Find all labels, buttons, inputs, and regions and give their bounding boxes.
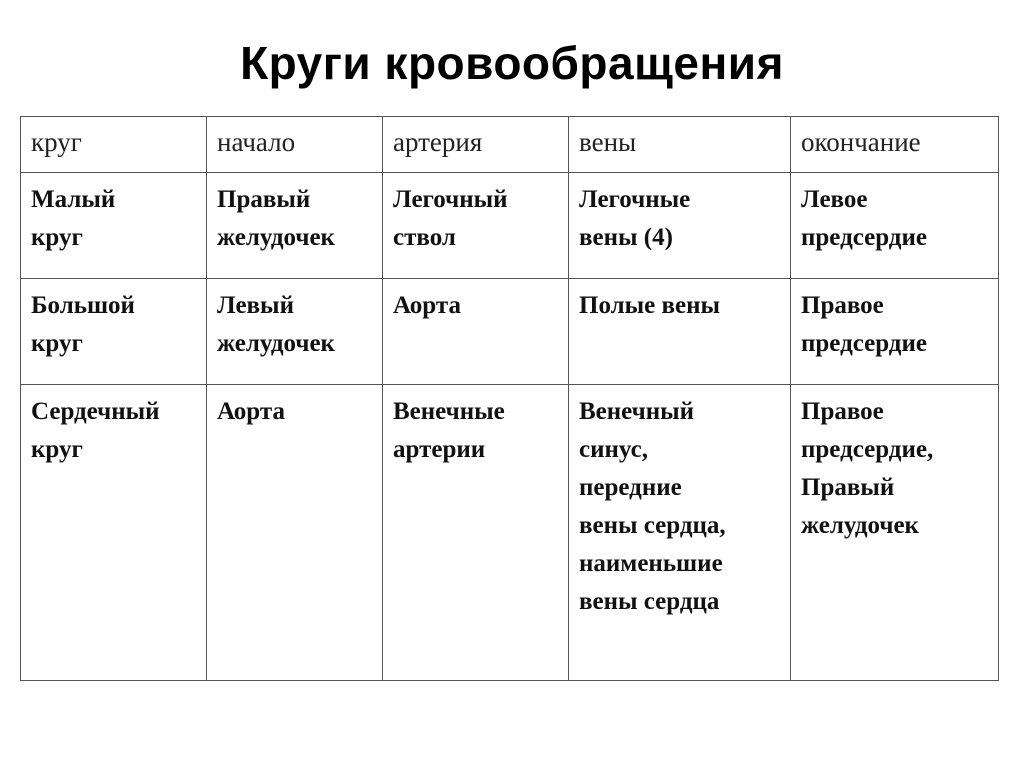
table-row xyxy=(21,279,999,385)
cell-line: предсердие xyxy=(801,330,927,357)
table-row xyxy=(21,173,999,279)
cell-veins xyxy=(569,173,791,279)
cell-line: наименьшие xyxy=(579,550,723,577)
cell-line: Большой xyxy=(31,292,135,319)
cell-line: Правый xyxy=(217,186,311,213)
cell-circle xyxy=(21,279,207,385)
cell-line: Правое xyxy=(801,398,884,425)
cell-line: вены сердца xyxy=(579,588,720,615)
table-row xyxy=(21,385,999,681)
cell-line: Полые вены xyxy=(579,292,721,319)
cell-line: передние xyxy=(579,474,682,501)
cell-line: круг xyxy=(31,436,83,463)
cell-line: синус, xyxy=(579,436,648,463)
cell-line: Легочные xyxy=(579,186,691,213)
cell-line: Легочный xyxy=(393,186,508,213)
cell-circle xyxy=(21,385,207,681)
header-end: окончание xyxy=(791,117,999,173)
cell-line: Левый xyxy=(217,292,294,319)
cell-line: Аорта xyxy=(217,398,285,425)
header-veins: вены xyxy=(569,117,791,173)
header-start: начало xyxy=(207,117,383,173)
cell-line: артерии xyxy=(393,436,486,463)
cell-circle xyxy=(21,173,207,279)
cell-line: ствол xyxy=(393,224,456,251)
header-circle: круг xyxy=(21,117,207,173)
cell-artery xyxy=(383,279,569,385)
cell-start xyxy=(207,279,383,385)
cell-end xyxy=(791,173,999,279)
cell-line: желудочек xyxy=(217,224,335,251)
cell-line: желудочек xyxy=(801,512,919,539)
cell-line: Правый xyxy=(801,474,895,501)
cell-line: предсердие, xyxy=(801,436,934,463)
circulation-table xyxy=(20,116,999,681)
cell-line: желудочек xyxy=(217,330,335,357)
cell-line: Венечные xyxy=(393,398,505,425)
cell-line: круг xyxy=(31,224,83,251)
cell-line: вены сердца, xyxy=(579,512,726,539)
cell-end xyxy=(791,385,999,681)
cell-line: вены (4) xyxy=(579,224,673,251)
cell-line: Левое xyxy=(801,186,868,213)
cell-start xyxy=(207,173,383,279)
cell-line: Сердечный xyxy=(31,398,160,425)
cell-veins xyxy=(569,279,791,385)
header-artery: артерия xyxy=(383,117,569,173)
cell-line: Правое xyxy=(801,292,884,319)
cell-start xyxy=(207,385,383,681)
cell-line: Аорта xyxy=(393,292,461,319)
cell-veins xyxy=(569,385,791,681)
cell-end xyxy=(791,279,999,385)
cell-line: Венечный xyxy=(579,398,695,425)
cell-line: круг xyxy=(31,330,83,357)
cell-line: предсердие xyxy=(801,224,927,251)
slide-title: Круги кровообращения xyxy=(240,37,784,89)
cell-artery xyxy=(383,173,569,279)
header-row xyxy=(21,117,999,173)
cell-line: Малый xyxy=(31,186,116,213)
cell-artery xyxy=(383,385,569,681)
